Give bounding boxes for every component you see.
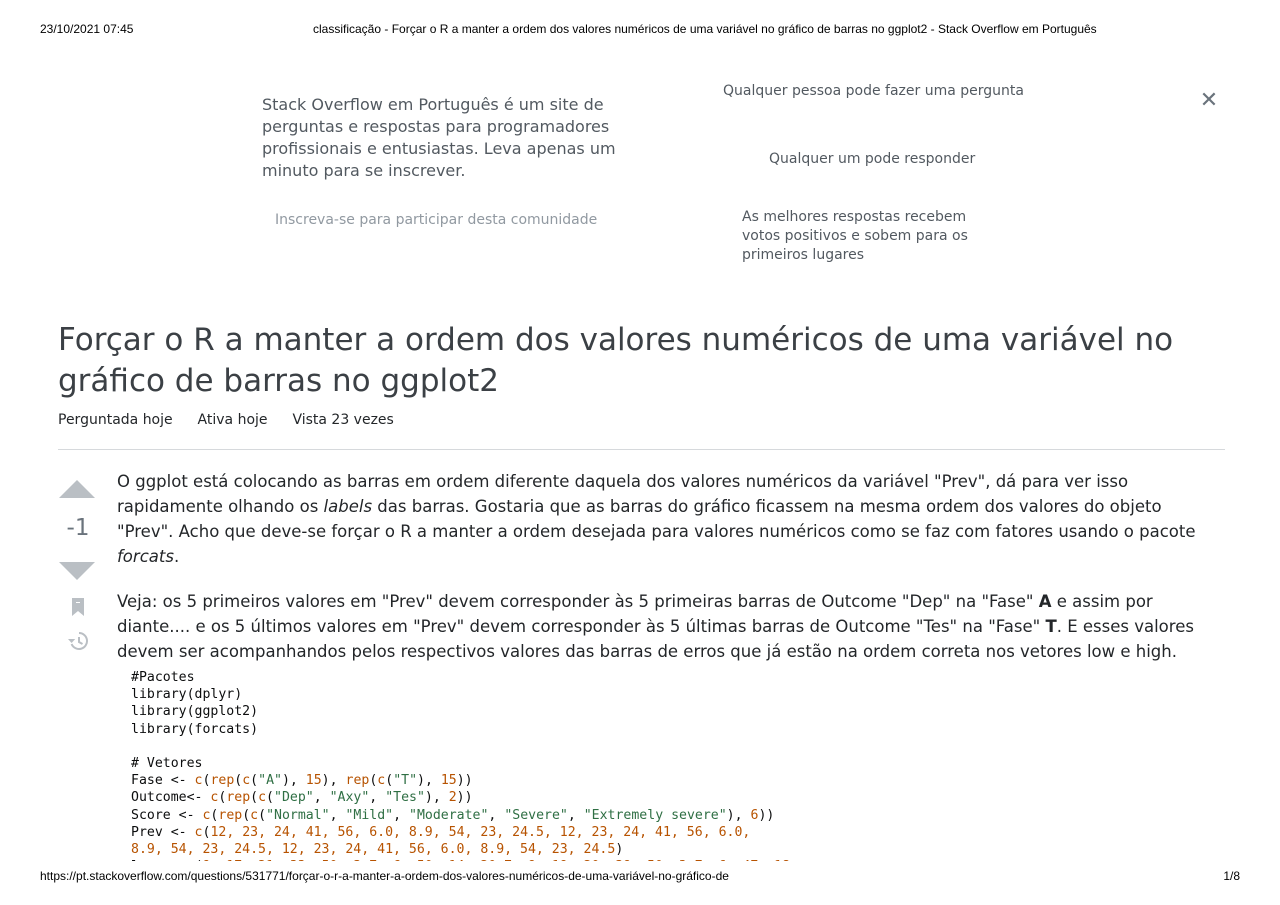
labels-emphasis: labels	[323, 497, 373, 516]
signup-link[interactable]: Inscreva-se para participar desta comunidade	[275, 212, 598, 228]
forcats-emphasis: forcats	[117, 547, 174, 566]
feature-ask: Qualquer pessoa pode fazer uma pergunta	[723, 83, 1024, 99]
asked-value: hoje	[142, 412, 173, 428]
code-line: Outcome<- c(rep(c("Dep", "Axy", "Tes"), 2))	[131, 790, 473, 806]
downvote-arrow-icon[interactable]	[59, 562, 95, 580]
code-line: #Pacotes	[131, 670, 195, 685]
post-paragraph: Veja: os 5 primeiros valores em "Prev" devem corresponder às 5 primeiras barras de Outcome "Dep" na "Fase" A e assim por diante.... e os 5 últimos valores em "Prev" devem corresponder às 5 últimas barras de Outcome "Tes" na "Fase" T. E esses valores devem ser acompanhandos pelos respectivos valores das barras de erros que já estão na ordem correta nos vetores low e high.	[117, 592, 1194, 661]
question-meta	[58, 412, 394, 428]
close-icon[interactable]: ✕	[1199, 88, 1219, 113]
vote-count: -1	[66, 515, 90, 541]
question-title[interactable]: Forçar o R a manter a ordem dos valores numéricos de uma variável no gráfico de barras no ggplot2	[58, 322, 1174, 399]
header-divider	[58, 449, 1225, 450]
upvote-arrow-icon[interactable]	[59, 480, 95, 498]
active-value[interactable]: hoje	[237, 412, 268, 428]
print-header	[40, 22, 1240, 38]
post-paragraph: O ggplot está colocando as barras em ordem diferente daquela dos valores numéricos da variável "Prev", dá para ver isso rapidamente olhando os labels das barras. Gostaria que as barras do gráfico ficassem na mesma ordem dos valores do objeto "Prev". Acho que deve-se forçar o R a manter a ordem desejada para valores numéricos como se faz com fatores usando o pacote forcats.	[117, 472, 1196, 566]
bookmark-icon[interactable]	[70, 597, 86, 617]
print-title: classificação - Forçar o R a manter a ordem dos valores numéricos de uma variável no gráfico de barras no ggplot2 - Stack Overflow em Português	[313, 22, 1097, 36]
print-footer	[40, 869, 1240, 885]
asked-label: Perguntada	[58, 412, 139, 428]
code-line: Fase <- c(rep(c("A"), 15), rep(c("T"), 15))	[131, 773, 473, 789]
post-body	[117, 469, 1207, 684]
feature-vote: As melhores respostas recebem votos positivos e sobem para os primeiros lugares	[742, 209, 968, 263]
code-line: library(dplyr)	[131, 687, 243, 703]
active-label: Ativa	[197, 412, 234, 428]
print-url: https://pt.stackoverflow.com/questions/531771/forçar-o-r-a-manter-a-ordem-dos-valores-numéricos-de-uma-variável-no-gráfico-de	[40, 869, 729, 883]
code-line: Score <- c(rep(c("Normal", "Mild", "Moderate", "Severe", "Extremely severe"), 6))	[131, 807, 775, 823]
print-date: 23/10/2021 07:45	[40, 22, 134, 36]
code-line	[131, 859, 798, 861]
code-line: Prev <- c(12, 23, 24, 41, 56, 6.0, 8.9, 54, 23, 24.5, 12, 23, 24, 41, 56, 6.0,	[131, 824, 751, 840]
print-page-number: 1/8	[1223, 869, 1240, 883]
code-line: # Vetores	[131, 756, 203, 772]
code-line: library(forcats)	[131, 721, 259, 737]
viewed-value: 23 vezes	[331, 412, 394, 428]
banner-intro: Stack Overflow em Português é um site de perguntas e respostas para programadores profissionais e entusiastas. Leva apenas um minuto para se inscrever.	[262, 95, 616, 180]
viewed-label: Vista	[292, 412, 327, 428]
code-block[interactable]	[131, 669, 1211, 861]
code-line: 8.9, 54, 23, 24.5, 12, 23, 24, 41, 56, 6.0, 8.9, 54, 23, 24.5)	[131, 842, 624, 858]
code-line: library(ggplot2)	[131, 704, 259, 720]
history-icon[interactable]	[67, 630, 89, 652]
fase-a-bold: A	[1038, 592, 1052, 611]
fase-t-bold: T	[1045, 617, 1057, 636]
feature-answer: Qualquer um pode responder	[769, 151, 976, 167]
